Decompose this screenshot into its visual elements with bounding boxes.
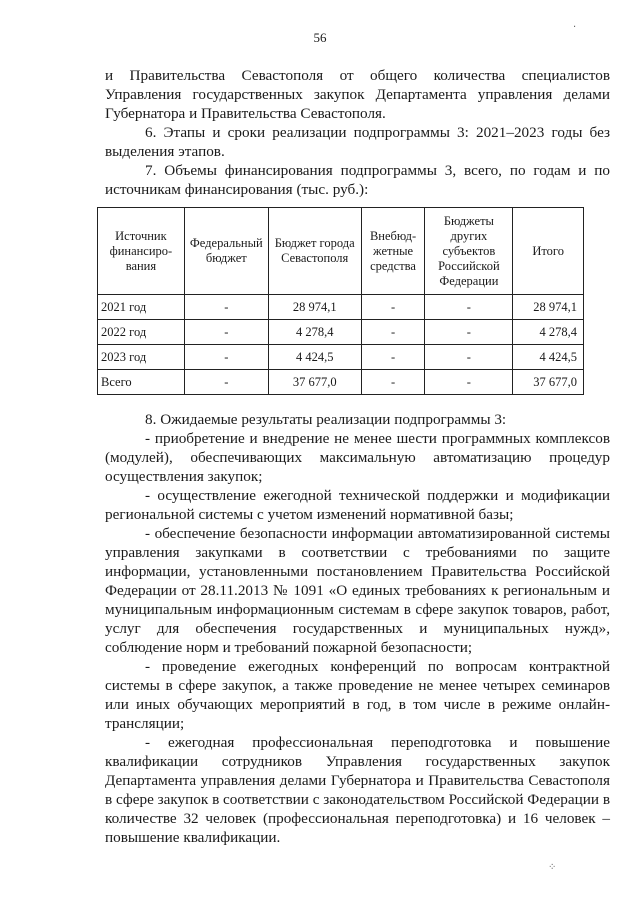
financing-table (97, 207, 584, 395)
table-cell: - (184, 370, 268, 395)
list-item: - проведение ежегодных конференций по вопросам контрактной системы в сфере закупок, а также проведение не менее четырех семинаров или иных обучающих мероприятий в год, в том числе в режиме онлайн-трансляции; (105, 658, 610, 732)
table-row (98, 295, 584, 320)
list-item: - приобретение и внедрение не менее шести программных комплексов (модулей), обеспечивающих максимальную автоматизацию процедур осуществления закупок; (105, 430, 610, 485)
table-row (98, 320, 584, 345)
table-cell: 4 278,4 (513, 320, 584, 345)
table-cell: 37 677,0 (513, 370, 584, 395)
table-cell: - (425, 345, 513, 370)
table-cell: 37 677,0 (268, 370, 361, 395)
financing-paragraph: 7. Объемы финансирования подпрограммы 3, всего, по годам и по источникам финансирования (тыс. руб.): (105, 162, 610, 198)
header-federal-budget: Федеральный бюджет (184, 208, 268, 295)
header-city-budget: Бюджет города Севастополя (268, 208, 361, 295)
list-item: - осуществление ежегодной технической поддержки и модификации региональной системы с учетом изменений нормативной базы; (105, 487, 610, 523)
scan-mark: ⁘ (548, 862, 557, 873)
stages-paragraph: 6. Этапы и сроки реализации подпрограммы 3: 2021–2023 годы без выделения этапов. (105, 124, 610, 160)
table-row (98, 370, 584, 395)
intro-paragraph-continuation: и Правительства Севастополя от общего количества специалистов Управления государственных закупок Департамента управления делами Губернатора и Правительства Севастополя. (105, 67, 610, 122)
table-cell: 2021 год (98, 295, 185, 320)
table-row (98, 345, 584, 370)
results-heading: 8. Ожидаемые результаты реализации подпрограммы 3: (145, 411, 507, 428)
table-cell: - (425, 320, 513, 345)
table-cell: - (361, 345, 425, 370)
table-cell: 2022 год (98, 320, 185, 345)
list-item: - ежегодная профессиональная переподготовка и повышение квалификации сотрудников Управления государственных закупок Департамента управления делами Губернатора и Правительства Севастополя в сфере закупок в соответствии с законодательством Российской Федерации в количестве 32 человек (профессиональная переподготовка) и 16 человек – повышение квалификации. (105, 734, 610, 846)
table-cell: 28 974,1 (268, 295, 361, 320)
table-cell: Всего (98, 370, 185, 395)
header-source: Источник финансиро-вания (98, 208, 185, 295)
table-cell: 28 974,1 (513, 295, 584, 320)
table-cell: - (184, 295, 268, 320)
results-section (105, 410, 610, 847)
table-cell: - (184, 320, 268, 345)
list-item: - обеспечение безопасности информации автоматизированной системы управления закупками в соответствии с требованиями по защите информации, установленными постановлением Правительства Российской Федерации от 28.11.2013 № 1091 «О единых требованиях к региональным и муниципальным информационным системам в сфере закупок товаров, работ, услуг для обеспечения государственных и муниципальных нужд», соблюдение норм и требований пожарной безопасности; (105, 525, 610, 656)
scan-mark: ‧ (573, 22, 577, 33)
table-cell: 4 278,4 (268, 320, 361, 345)
table-cell: - (184, 345, 268, 370)
header-off-budget: Внебюд-жетные средства (361, 208, 425, 295)
intro-section (105, 66, 610, 199)
table-cell: - (425, 295, 513, 320)
table-cell: - (361, 320, 425, 345)
page-number: 56 (313, 30, 327, 45)
table-header-row (98, 208, 584, 295)
table-cell: 4 424,5 (513, 345, 584, 370)
table-cell: - (425, 370, 513, 395)
header-other-regions: Бюджеты других субъектов Российской Федерации (425, 208, 513, 295)
header-total: Итого (513, 208, 584, 295)
table-cell: - (361, 295, 425, 320)
table-cell: - (361, 370, 425, 395)
table-cell: 2023 год (98, 345, 185, 370)
table-cell: 4 424,5 (268, 345, 361, 370)
